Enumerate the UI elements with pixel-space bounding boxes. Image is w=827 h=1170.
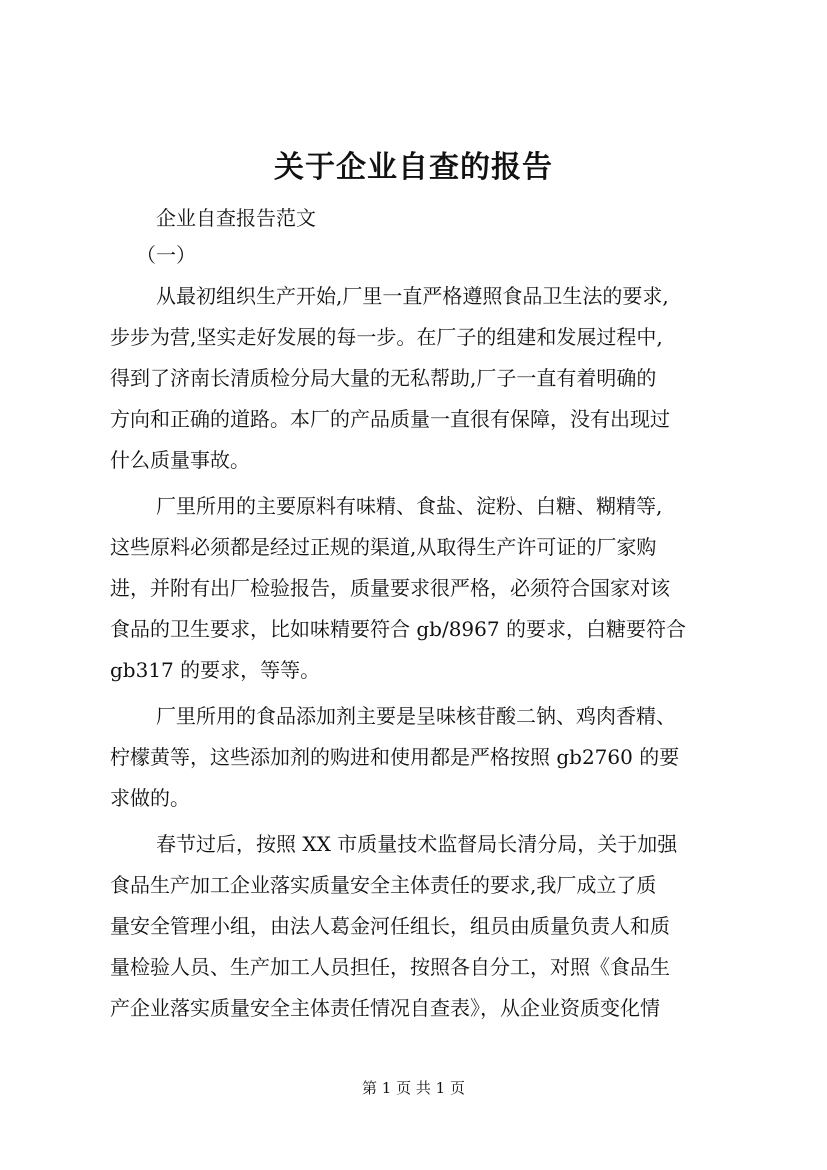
paragraph-2-line-3: 进，并附有出厂检验报告，质量要求很严格，必须符合国家对该 [110, 576, 670, 600]
paragraph-2-line-5: gb317 的要求，等等。 [110, 658, 321, 682]
paragraph-4-line-3: 量安全管理小组，由法人葛金河任组长，组员由质量负责人和质 [110, 914, 670, 938]
paragraph-1-line-1: 从最初组织生产开始,厂里一直严格遵照食品卫生法的要求, [156, 284, 669, 308]
paragraph-2-line-4: 食品的卫生要求，比如味精要符合 gb/8967 的要求，白糖要符合 [110, 617, 686, 641]
paragraph-3-line-3: 求做的。 [110, 786, 190, 810]
paragraph-4-line-1: 春节过后，按照 XX 市质量技术监督局长清分局，关于加强 [156, 832, 678, 856]
paragraph-1-line-2: 步步为营,坚实走好发展的每一步。在厂子的组建和发展过程中, [110, 325, 663, 349]
paragraph-3-line-2: 柠檬黄等，这些添加剂的购进和使用都是严格按照 gb2760 的要 [110, 745, 680, 769]
document-title: 关于企业自查的报告 [274, 150, 553, 185]
paragraph-4-line-2: 食品生产加工企业落实质量安全主体责任的要求,我厂成立了质 [110, 873, 657, 897]
paragraph-3-line-1: 厂里所用的食品添加剂主要是呈味核苷酸二钠、鸡肉香精、 [156, 704, 676, 728]
paragraph-1-line-3: 得到了济南长清质检分局大量的无私帮助,厂子一直有着明确的 [110, 366, 657, 390]
paragraph-1-line-5: 什么质量事故。 [110, 448, 250, 472]
paragraph-4-line-5: 产企业落实质量安全主体责任情况自查表》，从企业资质变化情 [110, 996, 660, 1020]
page-footer: 第 1 页 共 1 页 [362, 1079, 465, 1097]
paragraph-1-line-4: 方向和正确的道路。本厂的产品质量一直很有保障，没有出现过 [110, 407, 670, 431]
paragraph-2-line-1: 厂里所用的主要原料有味精、食盐、淀粉、白糖、糊精等, [156, 494, 663, 518]
paragraph-2-line-2: 这些原料必须都是经过正规的渠道,从取得生产许可证的厂家购 [110, 535, 657, 559]
paragraph-4-line-4: 量检验人员、生产加工人员担任，按照各自分工，对照《食品生 [110, 955, 670, 979]
section-number: （一） [136, 243, 196, 267]
subtitle-line: 企业自查报告范文 [156, 206, 316, 230]
